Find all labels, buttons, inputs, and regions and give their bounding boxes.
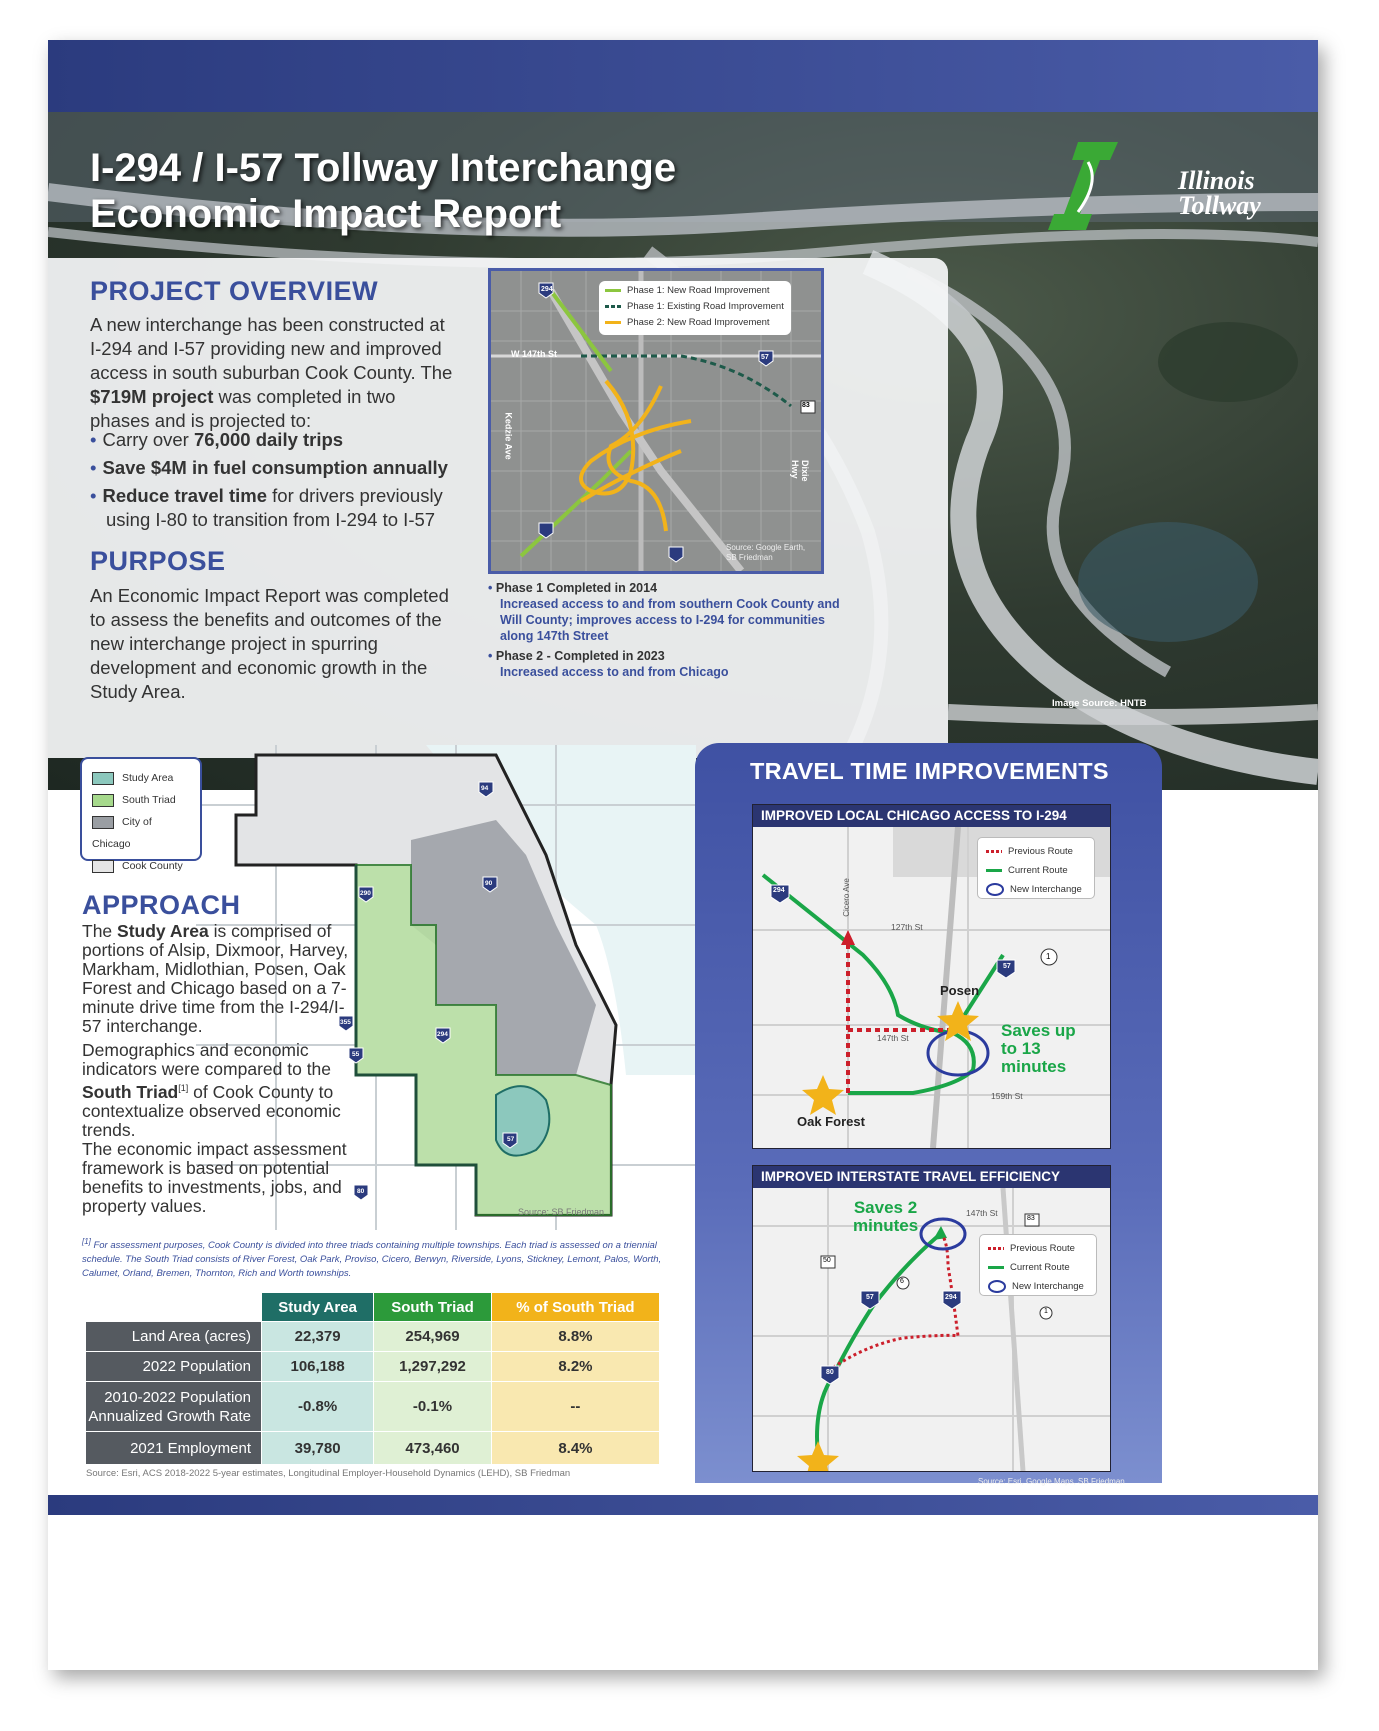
- map2-shield-290: 290: [360, 890, 371, 897]
- col-header-south-triad: South Triad: [374, 1293, 492, 1322]
- legend-label: Current Route: [1010, 1262, 1070, 1273]
- phase-title: Phase 2 - Completed in 2023: [495, 649, 665, 663]
- footnote-marker: [1]: [82, 1237, 91, 1246]
- area-legend-item: [92, 789, 190, 811]
- text: is comprised of portions of Alsip, Dixmoor, Harvey, Markham, Midlothian, Posen, Oak Forest and Chicago based on a 7-minute drive time from the I-294/I-57 interchange.: [82, 921, 349, 1036]
- map-shield-294: 294: [773, 887, 785, 894]
- legend-label: Previous Route: [1010, 1243, 1075, 1254]
- map-caption: IMPROVED LOCAL CHICAGO ACCESS TO I-294: [753, 805, 1110, 827]
- street-label: 159th St: [991, 1091, 1023, 1101]
- interchange-map-legend: [599, 281, 791, 335]
- interchange-map: [488, 268, 824, 574]
- bullet-bold: 76,000 daily trips: [193, 429, 344, 450]
- legend-label: Current Route: [1008, 865, 1068, 876]
- map2-shield-90: 90: [485, 880, 493, 887]
- map1-shield-83: 83: [802, 402, 810, 409]
- bullet-text: for drivers previously using I-80 to transition from I-294 to I-57: [106, 485, 443, 530]
- phase-title: Phase 1 Completed in 2014: [495, 581, 658, 595]
- legend-item: [988, 1239, 1088, 1258]
- table-source: Source: Esri, ACS 2018-2022 5-year estimates, Longitudinal Employer-Household Dynamics (LEHD), SB Friedman: [86, 1468, 571, 1479]
- image-source: Image Source: HNTB: [1052, 698, 1147, 709]
- overview-intro-end: was completed in two phases and is projected to:: [90, 386, 396, 431]
- legend-item: [605, 299, 785, 315]
- overview-bullet-2: • Save $4M in fuel consumption annually: [90, 457, 448, 478]
- map2-shield-94: 94: [481, 785, 489, 792]
- row-label: 2010-2022 Population Annualized Growth Rate: [86, 1382, 262, 1432]
- savings-callout: Saves 2 minutes: [853, 1198, 919, 1235]
- cell: 8.8%: [491, 1322, 659, 1352]
- map-caption: IMPROVED INTERSTATE TRAVEL EFFICIENCY: [753, 1166, 1110, 1188]
- overview-intro: A new interchange has been constructed at I-294 and I-57 providing new and improved access in south suburban Cook County. The: [90, 314, 453, 383]
- area-legend: [80, 757, 202, 872]
- approach-paragraph-2: [82, 1040, 360, 1140]
- map-shield-294: 294: [945, 1294, 957, 1301]
- legend-label: South Triad: [122, 794, 176, 806]
- route-legend: [979, 1234, 1097, 1296]
- phase-1-title: • Phase 1 Completed in 2014: [488, 581, 658, 595]
- purpose-text: An Economic Impact Report was completed to assess the benefits and outcomes of the new interchange project in spurring development and economic growth in the Study Area.: [90, 585, 449, 702]
- logo-line-1: Illinois: [1178, 166, 1255, 195]
- interstate-map-graphic: [753, 1166, 1110, 1471]
- logo-line-2: Tollway: [1178, 191, 1261, 220]
- map2-shield-355: 355: [340, 1019, 351, 1026]
- cell: -0.8%: [262, 1382, 374, 1432]
- map-shield-50: 50: [823, 1257, 831, 1264]
- bullet-bold: Reduce travel time: [102, 485, 267, 506]
- area-legend-item: [92, 811, 190, 855]
- row-label: 2022 Population: [86, 1352, 262, 1382]
- chicago-access-map: [752, 804, 1111, 1149]
- map-shield-57: 57: [866, 1294, 874, 1301]
- top-banner: [48, 40, 1318, 112]
- area-legend-item: [92, 855, 190, 877]
- place-label-oak-forest: Oak Forest: [797, 1114, 865, 1129]
- purpose-heading: PURPOSE: [90, 546, 226, 576]
- travel-source: Source: Esri, Google Maps, SB Friedman: [978, 1477, 1125, 1486]
- title-line-2: Economic Impact Report: [90, 192, 562, 236]
- phase-1-desc: Increased access to and from southern Cook County and Will County; improves access to I-294 for communities along 147th Street: [500, 597, 840, 643]
- table-row: [86, 1382, 660, 1432]
- overview-bullet-1: • Carry over 76,000 daily trips: [90, 429, 344, 450]
- map-shield-83: 83: [1027, 1215, 1035, 1222]
- street-label-147th: W 147th St: [511, 349, 558, 359]
- demographics-table: [85, 1292, 660, 1465]
- text: Demographics and economic indicators were compared to the: [82, 1040, 332, 1079]
- legend-label: Study Area: [122, 772, 174, 784]
- col-header-study-area: Study Area: [262, 1293, 374, 1322]
- row-label: Land Area (acres): [86, 1322, 262, 1352]
- legend-item: [988, 1277, 1088, 1296]
- bullet-bold: Save $4M in fuel consumption annually: [102, 457, 448, 478]
- title-line-1: I-294 / I-57 Tollway Interchange: [90, 146, 677, 190]
- map2-shield-57: 57: [507, 1136, 515, 1143]
- region-map-source: Source: SB Friedman: [518, 1207, 605, 1217]
- footnote-ref: [1]: [178, 1083, 189, 1093]
- street-label: 127th St: [891, 922, 923, 932]
- map2-shield-294: 294: [437, 1031, 448, 1038]
- legend-label: New Interchange: [1012, 1281, 1084, 1292]
- savings-callout: Saves up to 13 minutes: [1001, 1021, 1076, 1076]
- map-shield-1: 1: [1046, 952, 1051, 961]
- map2-shield-55: 55: [352, 1051, 360, 1058]
- street-label-kedzie: Kedzie Ave: [503, 412, 514, 460]
- phase-2-title: • Phase 2 - Completed in 2023: [488, 649, 665, 663]
- legend-item: [986, 842, 1086, 861]
- cell: -0.1%: [374, 1382, 492, 1432]
- table-corner: [86, 1293, 262, 1322]
- map1-shield-294: 294: [541, 286, 553, 293]
- legend-label: Phase 1: New Road Improvement: [627, 285, 770, 296]
- overview-bullet-3: • Reduce travel time for drivers previously using I-80 to transition from I-294 to I-57: [90, 485, 443, 530]
- cell: 1,297,292: [374, 1352, 492, 1382]
- map-shield-80: 80: [826, 1369, 834, 1376]
- table-row: [86, 1352, 660, 1382]
- footnote-text: For assessment purposes, Cook County is divided into three triads containing multiple townships. Each triad is assessed on a triennial schedule. The South Triad consists of River Forest, Oak Park, Proviso, Cicero, Berwyn, Riverside, Lyons, Stickney, Lemont, Palos, Worth, Calumet, Orland, Bremen, Thornton, Rich and Worth townships.: [82, 1240, 662, 1280]
- travel-time-heading: TRAVEL TIME IMPROVEMENTS: [750, 758, 1109, 784]
- map-shield-1: 1: [1044, 1308, 1048, 1315]
- area-legend-item: [92, 767, 190, 789]
- text-bold: South Triad: [82, 1081, 179, 1102]
- report-title: [90, 145, 676, 237]
- street-label-dixie: Dixie Hwy: [790, 460, 810, 482]
- project-overview-heading: PROJECT OVERVIEW: [90, 276, 379, 306]
- map-shield-6: 6: [900, 1278, 904, 1285]
- table-row: [86, 1432, 660, 1465]
- project-overview-text: [90, 313, 460, 433]
- legend-label: City of Chicago: [92, 816, 152, 850]
- street-label: Cicero Ave: [841, 878, 851, 917]
- legend-item: [605, 283, 785, 299]
- cell: 39,780: [262, 1432, 374, 1465]
- overview-intro-bold: $719M project: [90, 386, 214, 407]
- legend-label: Phase 2: New Road Improvement: [627, 317, 770, 328]
- col-header-percent: % of South Triad: [491, 1293, 659, 1322]
- legend-item: [986, 861, 1086, 880]
- bullet-text: Carry over: [102, 429, 194, 450]
- cell: --: [491, 1382, 659, 1432]
- table-row: [86, 1322, 660, 1352]
- cell: 8.2%: [491, 1352, 659, 1382]
- cell: 8.4%: [491, 1432, 659, 1465]
- table-header-row: [86, 1293, 660, 1322]
- legend-label: Cook County: [122, 860, 183, 872]
- phase-2-desc: Increased access to and from Chicago: [500, 665, 729, 679]
- bottom-banner: [48, 1495, 1318, 1515]
- legend-item: [988, 1258, 1088, 1277]
- map2-shield-80: 80: [357, 1188, 365, 1195]
- row-label: 2021 Employment: [86, 1432, 262, 1465]
- text: of Cook County to contextualize observed economic trends.: [82, 1081, 341, 1140]
- text-bold: Study Area: [117, 921, 209, 941]
- legend-label: Previous Route: [1008, 846, 1073, 857]
- map-shield-57: 57: [1003, 963, 1011, 970]
- interchange-map-source: Source: Google Earth, SB Friedman: [726, 543, 806, 562]
- interstate-efficiency-map: [752, 1165, 1111, 1472]
- triad-footnote: [82, 1235, 662, 1281]
- place-label-posen: Posen: [940, 983, 980, 998]
- cell: 254,969: [374, 1322, 492, 1352]
- street-label: 147th St: [966, 1208, 998, 1218]
- approach-paragraph-1: [82, 922, 357, 1036]
- street-label: 147th St: [877, 1033, 909, 1043]
- legend-label: New Interchange: [1010, 884, 1082, 895]
- cell: 473,460: [374, 1432, 492, 1465]
- cell: 106,188: [262, 1352, 374, 1382]
- text: The: [82, 921, 118, 941]
- approach-paragraph-3: The economic impact assessment framework is based on potential benefits to investments, jobs, and property values.: [82, 1139, 347, 1216]
- legend-item: [986, 880, 1086, 899]
- legend-label: Phase 1: Existing Road Improvement: [627, 301, 784, 312]
- approach-heading: APPROACH: [82, 890, 241, 920]
- map1-shield-57: 57: [761, 354, 769, 361]
- logo-wordmark: [1178, 168, 1261, 218]
- cell: 22,379: [262, 1322, 374, 1352]
- legend-item: [605, 315, 785, 331]
- route-legend: [977, 837, 1095, 899]
- phase-notes: [488, 580, 848, 680]
